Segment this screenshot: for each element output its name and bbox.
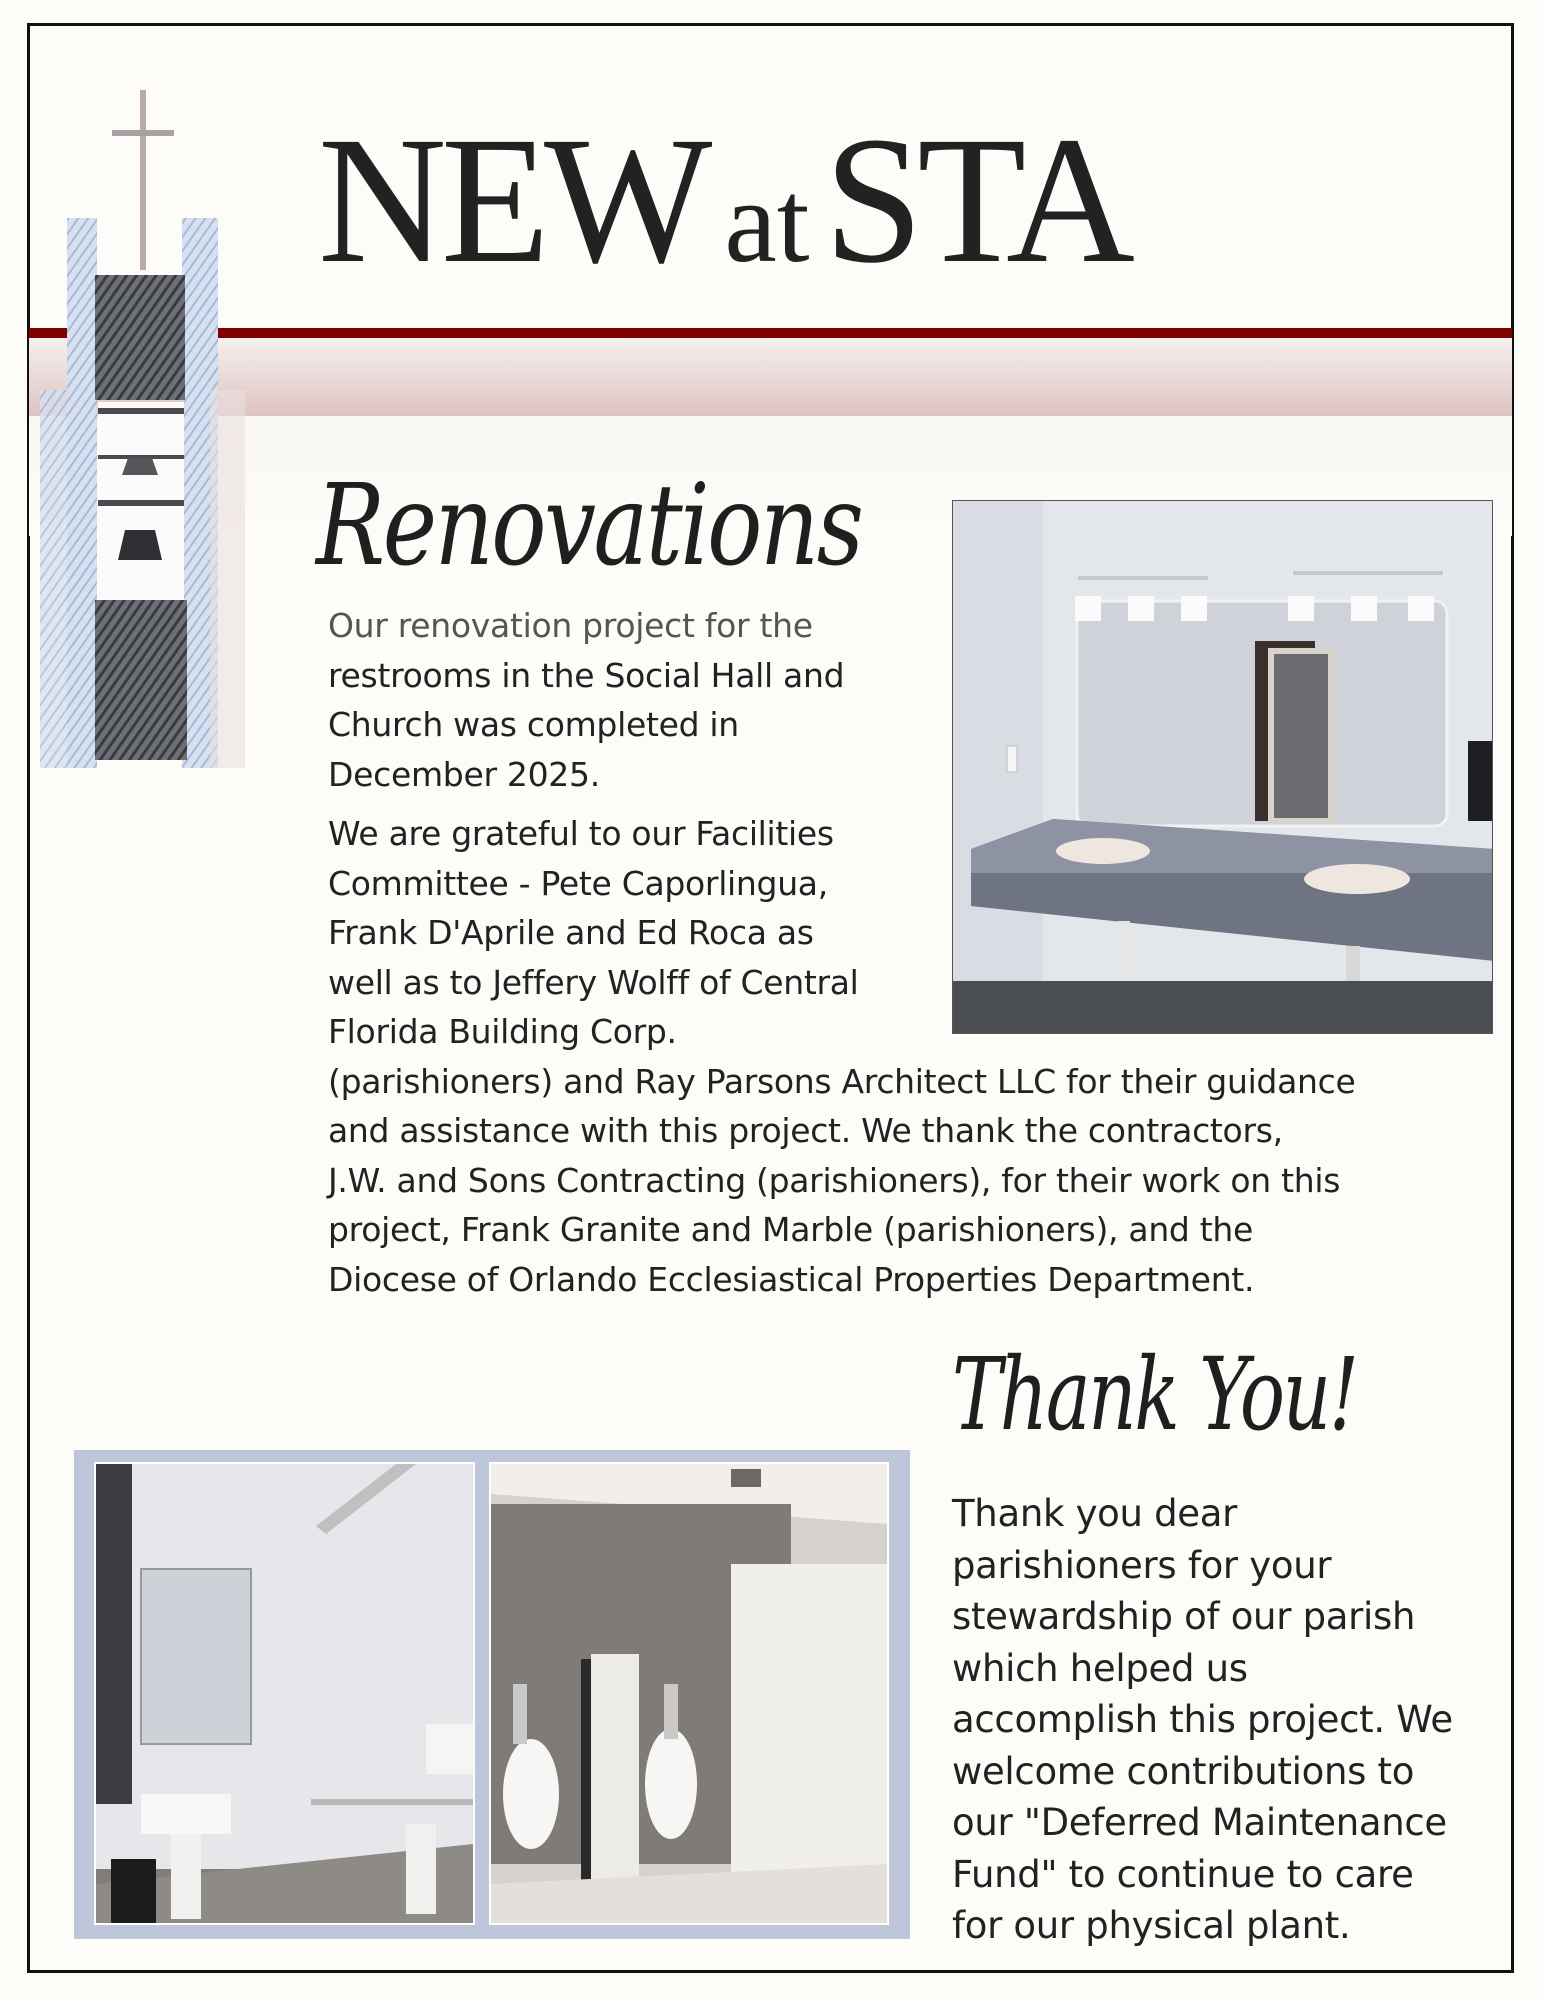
text-line: Diocese of Orlando Ecclesiastical Properties Department. xyxy=(328,1259,1255,1299)
text-line: Frank D'Aprile and Ed Roca as xyxy=(328,913,814,952)
title-new: NEW xyxy=(318,100,707,301)
header-gradient-band xyxy=(29,338,1512,416)
title-at: at xyxy=(724,156,810,287)
text-line: project, Frank Granite and Marble (parishioners), and the xyxy=(328,1210,1254,1249)
text-line: Our renovation project for the xyxy=(328,606,813,645)
vanity-photo xyxy=(952,500,1493,1034)
page-title xyxy=(318,100,1135,301)
text-line: Thank you dear xyxy=(952,1492,1238,1535)
text-line: Fund" to continue to care xyxy=(952,1852,1414,1896)
urinals-photo xyxy=(489,1462,889,1925)
text-line: and assistance with this project. We thank the contractors, xyxy=(328,1111,1283,1150)
text-line: We are grateful to our Facilities xyxy=(328,814,834,853)
text-line: (parishioners) and Ray Parsons Architect LLC for their guidance xyxy=(328,1061,1356,1101)
title-sta: STA xyxy=(823,100,1129,301)
text-line: welcome contributions to xyxy=(952,1749,1415,1793)
text-line: well as to Jeffery Wolff of Central xyxy=(328,962,859,1002)
text-line: accomplish this project. We xyxy=(952,1698,1453,1741)
text-line: Committee - Pete Caporlingua, xyxy=(328,863,828,903)
text-line: J.W. and Sons Contracting (parishioners), for their work on this xyxy=(328,1160,1341,1200)
text-line: which helped us xyxy=(952,1646,1248,1690)
renovations-heading: Renovations xyxy=(316,461,862,591)
sink-room-photo xyxy=(94,1462,475,1925)
text-line: restrooms in the Social Hall and xyxy=(328,655,845,695)
text-line: stewardship of our parish xyxy=(952,1595,1416,1638)
header-rule xyxy=(29,328,1512,338)
text-line: for our physical plant. xyxy=(952,1904,1351,1947)
thank-you-body xyxy=(952,1488,1453,1952)
text-line: Florida Building Corp. xyxy=(328,1012,677,1051)
text-line: December 2025. xyxy=(328,754,600,794)
church-steeple-illustration xyxy=(40,90,250,770)
text-line: our "Deferred Maintenance xyxy=(952,1801,1447,1844)
text-line: Church was completed in xyxy=(328,705,739,744)
thank-you-heading: Thank You! xyxy=(952,1336,1357,1453)
text-line: parishioners for your xyxy=(952,1543,1332,1587)
